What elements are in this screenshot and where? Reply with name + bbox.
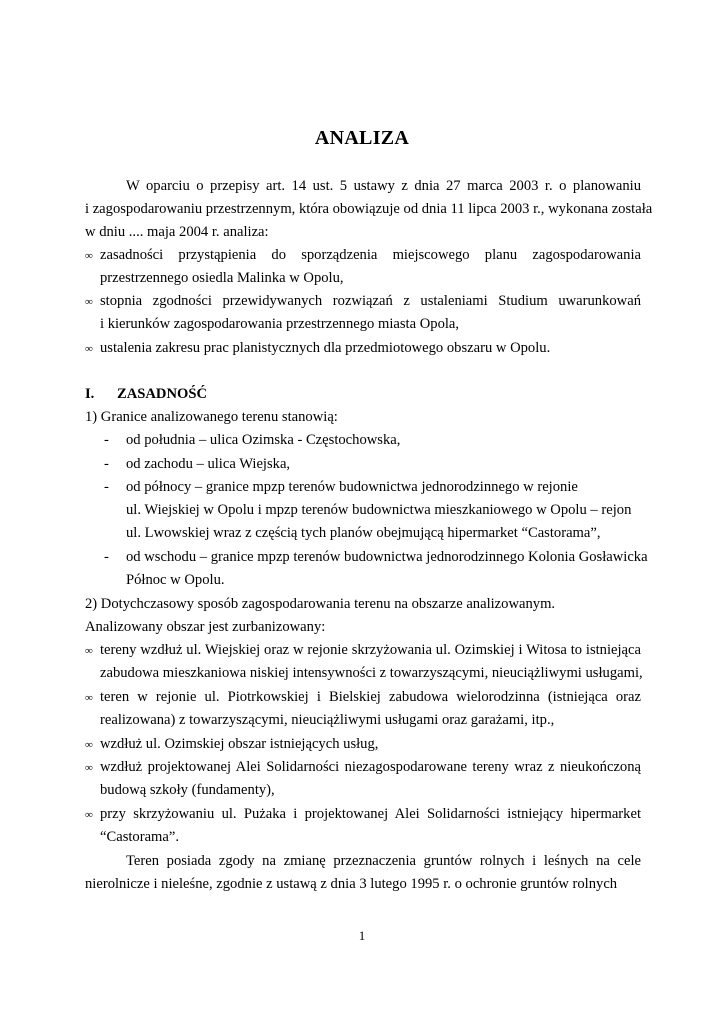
closing-line-1: Teren posiada zgody na zmianę przeznaczenia gruntów rolnych i leśnych na cele	[126, 853, 641, 869]
bullet-icon: ∞	[85, 692, 93, 704]
analysis-item-3-line-1: ustalenia zakresu prac planistycznych dla przedmiotowego obszaru w Opolu.	[100, 340, 551, 356]
boundary-north-line-3: ul. Lwowskiej wraz z częścią tych planów obejmującą hipermarket “Castorama”,	[126, 525, 601, 541]
boundary-north-line-2: ul. Wiejskiej w Opolu i mpzp terenów budownictwa mieszkaniowego w Opolu – rejon	[126, 502, 632, 518]
bullet-icon: ∞	[85, 809, 93, 821]
boundary-east-line-2: Północ w Opolu.	[126, 572, 225, 588]
point-2-heading: 2) Dotychczasowy sposób zagospodarowania terenu na obszarze analizowanym.	[85, 596, 556, 612]
land-use-4-line-1: wzdłuż projektowanej Alei Solidarności niezagospodarowane tereny wraz z nieukończoną	[100, 759, 641, 775]
land-use-1-line-1: tereny wzdłuż ul. Wiejskiej oraz w rejonie skrzyżowania ul. Ozimskiej i Witosa to istniejąca	[100, 642, 641, 658]
bullet-icon: ∞	[85, 762, 93, 774]
analysis-item-2-line-2: i kierunków zagospodarowania przestrzennego miasta Opola,	[100, 316, 460, 332]
land-use-5-line-2: “Castorama”.	[100, 829, 180, 845]
dash-marker: -	[104, 432, 109, 448]
section-title: ZASADNOŚĆ	[117, 386, 208, 402]
section-number: I.	[85, 386, 95, 402]
intro-line-1: W oparciu o przepisy art. 14 ust. 5 ustawy z dnia 27 marca 2003 r. o planowaniu	[126, 178, 641, 194]
analysis-item-2-line-1: stopnia zgodności przewidywanych rozwiązań z ustaleniami Studium uwarunkowań	[100, 293, 641, 309]
land-use-3-line-1: wzdłuż ul. Ozimskiej obszar istniejących usług,	[100, 736, 379, 752]
dash-marker: -	[104, 549, 109, 565]
dash-marker: -	[104, 456, 109, 472]
analysis-item-1-line-2: przestrzennego osiedla Malinka w Opolu,	[100, 270, 344, 286]
land-use-1-line-2: zabudowa mieszkaniowa niskiej intensywności z towarzyszącymi, nieuciążliwymi usługami,	[100, 665, 643, 681]
land-use-4-line-2: budową szkoły (fundamenty),	[100, 782, 275, 798]
boundary-west: od zachodu – ulica Wiejska,	[126, 456, 291, 472]
intro-line-3: w dniu .... maja 2004 r. analiza:	[85, 224, 269, 240]
analysis-item-1-line-1: zasadności przystąpienia do sporządzenia miejscowego planu zagospodarowania	[100, 247, 641, 263]
boundary-north-line-1: od północy – granice mpzp terenów budownictwa jednorodzinnego w rejonie	[126, 479, 578, 495]
document-title: ANALIZA	[314, 127, 410, 149]
intro-line-2: i zagospodarowaniu przestrzennym, która obowiązuje od dnia 11 lipca 2003 r., wykonana została	[85, 201, 653, 217]
urban-area-statement: Analizowany obszar jest zurbanizowany:	[85, 619, 326, 635]
land-use-2-line-1: teren w rejonie ul. Piotrkowskiej i Bielskiej zabudowa wielorodzinna (istniejąca oraz	[100, 689, 641, 705]
bullet-icon: ∞	[85, 645, 93, 657]
land-use-2-line-2: realizowana) z towarzyszącymi, nieuciążliwymi usługami oraz garażami, itp.,	[100, 712, 555, 728]
page-number: 1	[358, 928, 366, 943]
dash-marker: -	[104, 479, 109, 495]
boundary-south: od południa – ulica Ozimska - Częstochowska,	[126, 432, 401, 448]
closing-line-2: nierolnicze i nieleśne, zgodnie z ustawą z dnia 3 lutego 1995 r. o ochronie gruntów rolnych	[85, 876, 618, 892]
bullet-icon: ∞	[85, 739, 93, 751]
bullet-icon: ∞	[85, 343, 93, 355]
boundary-east-line-1: od wschodu – granice mpzp terenów budownictwa jednorodzinnego Kolonia Gosławicka	[126, 549, 648, 565]
point-1-heading: 1) Granice analizowanego terenu stanowią:	[85, 409, 338, 425]
bullet-icon: ∞	[85, 250, 93, 262]
land-use-5-line-1: przy skrzyżowaniu ul. Pużaka i projektowanej Alei Solidarności istniejący hipermarket	[100, 806, 641, 822]
bullet-icon: ∞	[85, 296, 93, 308]
